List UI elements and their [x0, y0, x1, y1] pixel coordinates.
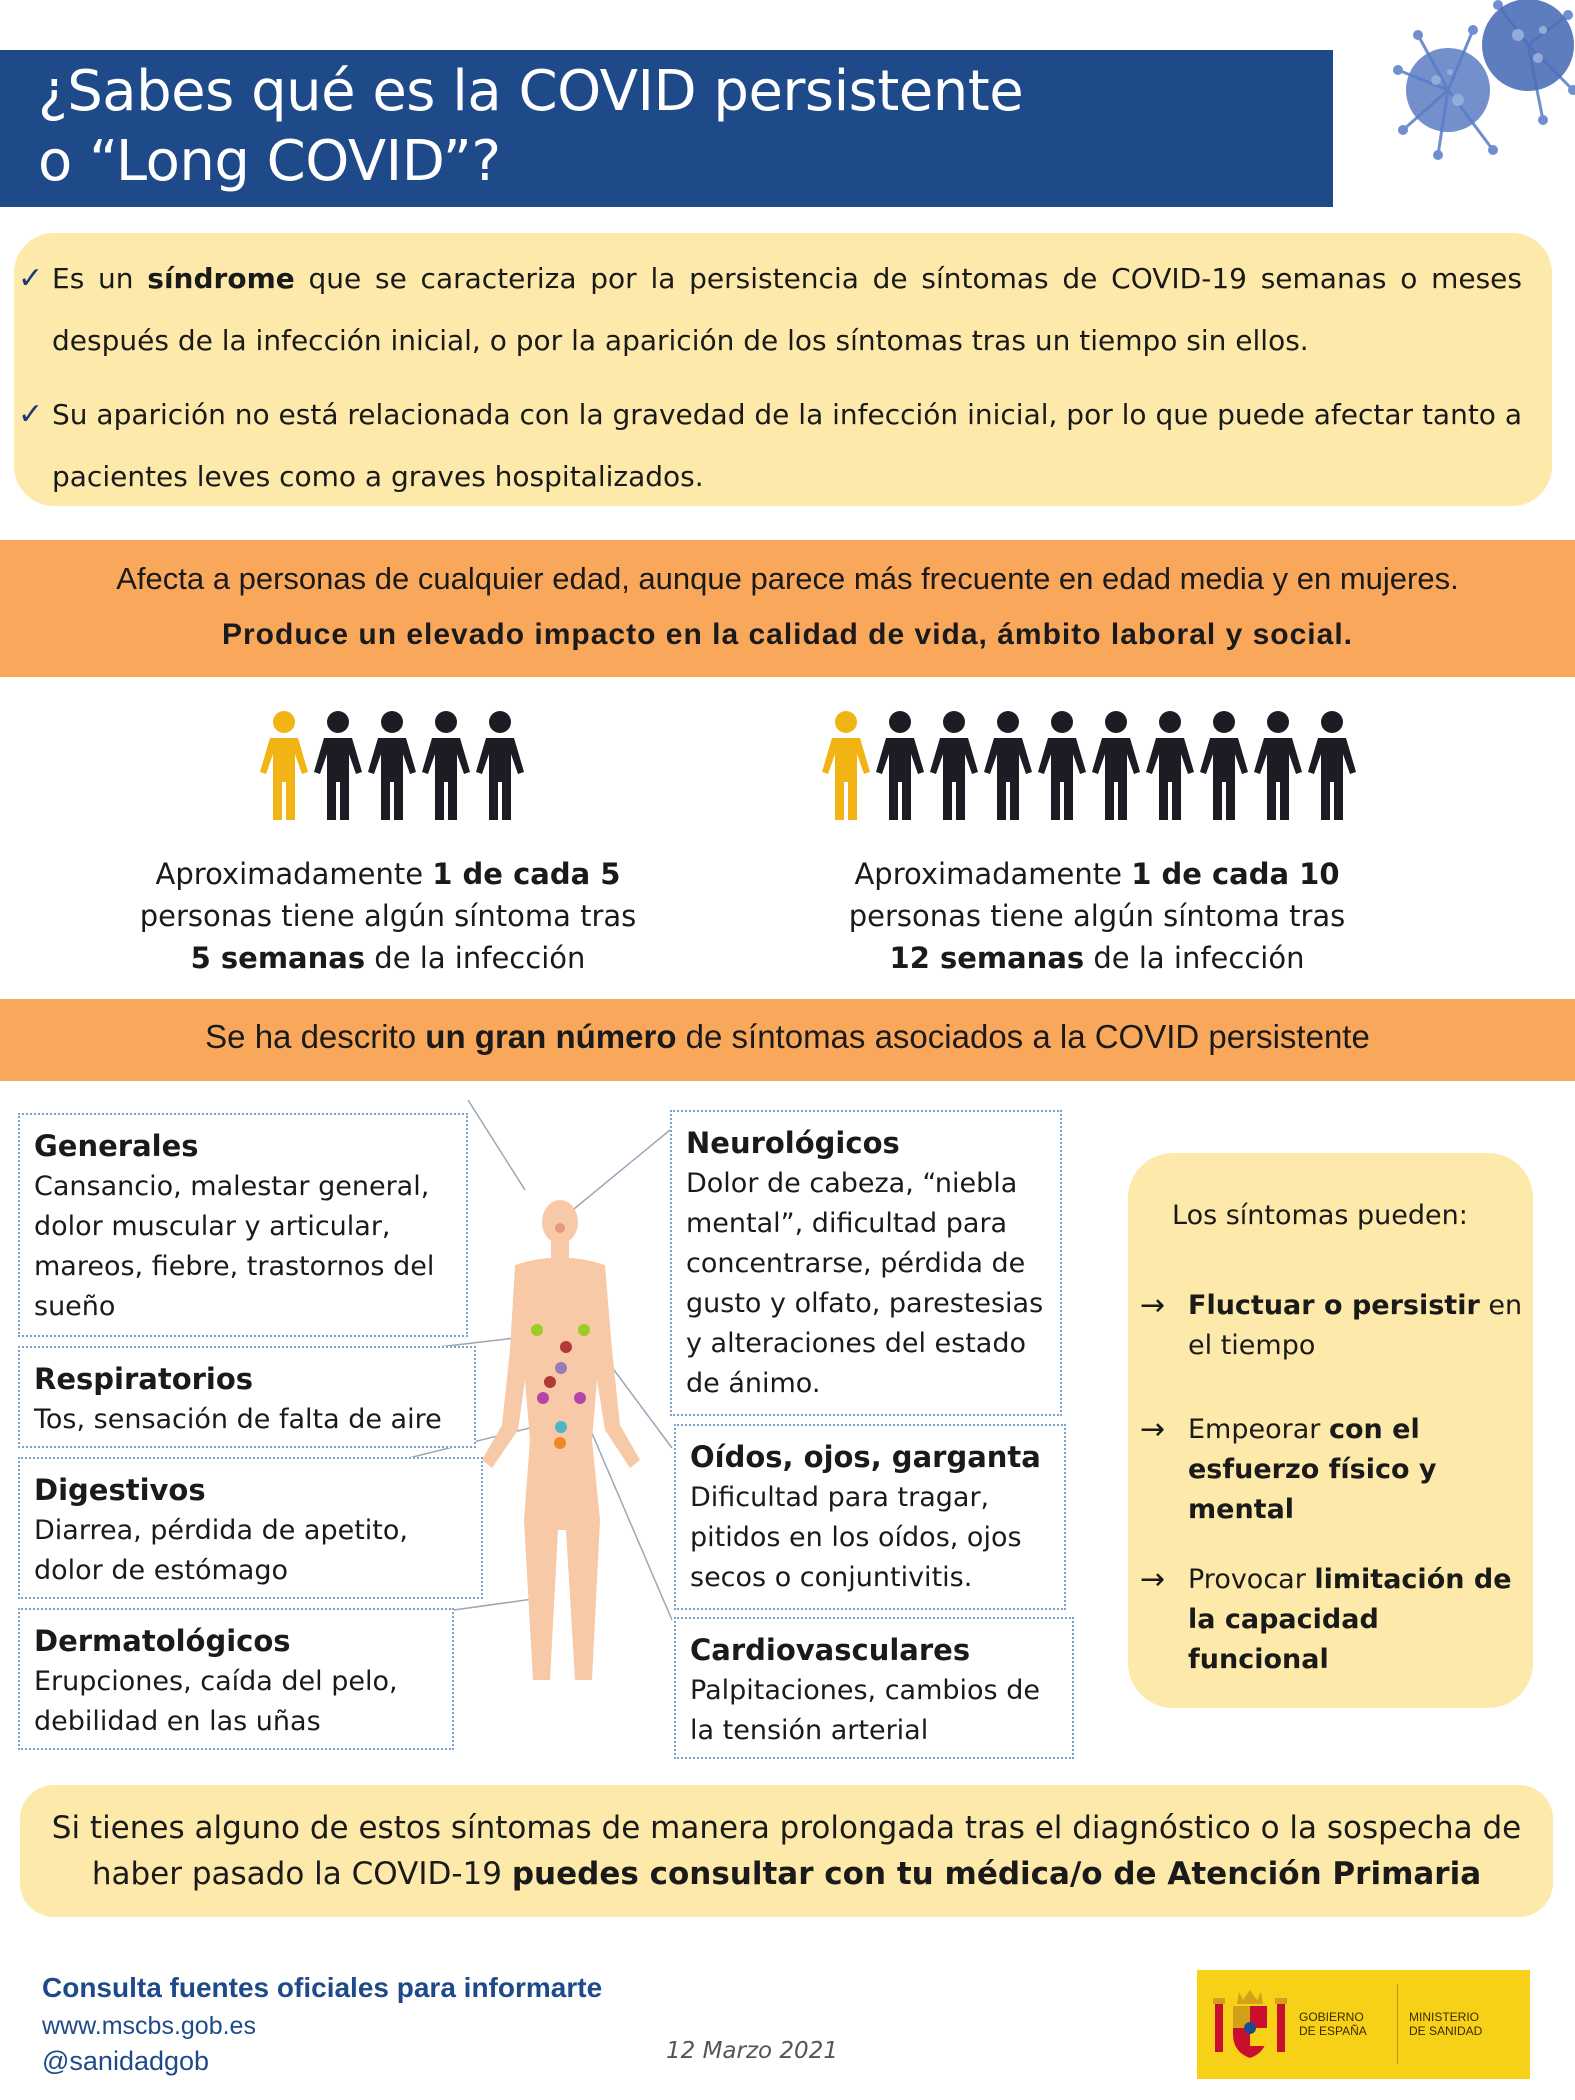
evo-text: en: [1479, 1290, 1523, 1321]
footer-url-link[interactable]: www.mscbs.gob.es: [42, 2012, 256, 2040]
page-title-line2: o “Long COVID”?: [38, 129, 501, 194]
symptom-title: Dermatológicos: [34, 1624, 291, 1658]
symptom-text: y alteraciones del estado: [686, 1328, 1026, 1359]
person-icon: [422, 711, 470, 820]
stat-text: de la infección: [1084, 941, 1305, 975]
consult-panel: [20, 1785, 1553, 1917]
consult-bold: puedes consultar con tu médica/o de Atención Primaria: [511, 1856, 1482, 1892]
stat-five-weeks: [108, 853, 668, 979]
connector-generales: [468, 1100, 525, 1190]
logo-divider: [1397, 1984, 1398, 2064]
symptom-text: de ánimo.: [686, 1368, 821, 1399]
evo-bold: limitación de: [1314, 1564, 1512, 1595]
impact-band: [0, 540, 1575, 677]
connector-neurologicos: [563, 1130, 670, 1218]
symptom-text: pitidos en los oídos, ojos: [690, 1522, 1022, 1553]
symptom-text: concentrarse, pérdida de: [686, 1248, 1026, 1279]
people-group-1-of-5: [258, 710, 538, 822]
symptom-box-neurologicos: [670, 1110, 1062, 1416]
person-icon: [1308, 711, 1356, 820]
page-title-line1: ¿Sabes qué es la COVID persistente: [38, 59, 1024, 124]
intro-bold: síndrome: [147, 262, 295, 295]
stat-text: de la infección: [365, 941, 586, 975]
symptom-box-cardiovasculares: [674, 1617, 1074, 1759]
band-text: de síntomas asociados a la COVID persistente: [676, 1018, 1370, 1055]
logo-ministerio: [1409, 2010, 1482, 2038]
people-group-1-of-10: [820, 710, 1370, 822]
symptom-text: dolor muscular y articular,: [34, 1211, 391, 1242]
symptom-text: Palpitaciones, cambios de: [690, 1675, 1040, 1706]
stat-bold: 5 semanas: [190, 941, 366, 975]
symptom-text: Erupciones, caída del pelo,: [34, 1666, 398, 1697]
symptom-text: debilidad en las uñas: [34, 1706, 321, 1737]
footer-heading: Consulta fuentes oficiales para informarte: [42, 1972, 603, 2003]
symptoms-band-text: [0, 1018, 1575, 1056]
person-icon: [1146, 711, 1194, 820]
title-banner: [0, 50, 1333, 207]
evo-bold: la capacidad funcional: [1188, 1604, 1379, 1675]
evolution-title: Los síntomas pueden:: [1172, 1200, 1468, 1231]
check-icon: ✓: [18, 397, 44, 432]
symptoms-band: [0, 999, 1575, 1081]
symptom-text: sueño: [34, 1291, 116, 1322]
symptom-title: Generales: [34, 1129, 199, 1163]
coat-of-arms-icon: [1211, 1988, 1289, 2064]
symptom-text: Diarrea, pérdida de apetito,: [34, 1515, 408, 1546]
evolution-item-worsen: [1140, 1410, 1528, 1530]
symptom-text: Tos, sensación de falta de aire: [34, 1404, 442, 1435]
evo-text: Provocar: [1188, 1564, 1315, 1595]
symptom-title: Neurológicos: [686, 1126, 900, 1160]
evolution-item-fluctuate: [1140, 1286, 1528, 1366]
symptom-title: Oídos, ojos, garganta: [690, 1440, 1041, 1474]
evo-bold: Fluctuar o persistir: [1188, 1290, 1480, 1321]
stat-text: Aproximadamente: [854, 857, 1132, 891]
symptom-text: dolor de estómago: [34, 1555, 288, 1586]
consult-text: haber pasado la COVID-19: [91, 1856, 512, 1892]
intro-item-syndrome: [18, 248, 1522, 372]
logo-text: MINISTERIO: [1409, 2010, 1480, 2024]
check-icon: ✓: [18, 261, 44, 296]
symptom-box-respiratorios: [18, 1346, 476, 1448]
symptom-text: mareos, fiebre, trastornos del: [34, 1251, 435, 1282]
symptom-box-generales: [18, 1113, 468, 1337]
person-icon: [1254, 711, 1302, 820]
person-icon: [1092, 711, 1140, 820]
impact-line2: Produce un elevado impacto en la calidad de vida, ámbito laboral y social.: [222, 618, 1353, 651]
stat-bold: 1 de cada 10: [1131, 857, 1340, 891]
symptom-text: gusto y olfato, parestesias: [686, 1288, 1044, 1319]
intro-text: Es un: [52, 262, 148, 295]
evo-bold: con el: [1328, 1414, 1420, 1445]
person-icon: [1200, 711, 1248, 820]
symptom-text: secos o conjuntivitis.: [690, 1562, 973, 1593]
person-icon: [876, 711, 924, 820]
symptom-text: Cansancio, malestar general,: [34, 1171, 430, 1202]
symptom-title: Respiratorios: [34, 1362, 254, 1396]
person-icon: [260, 711, 308, 820]
symptom-title: Digestivos: [34, 1473, 206, 1507]
person-icon: [368, 711, 416, 820]
symptom-text: Dificultad para tragar,: [690, 1482, 990, 1513]
virus-illustration: [1378, 0, 1575, 175]
symptom-text: mental”, dificultad para: [686, 1208, 1008, 1239]
stat-bold: 1 de cada 5: [432, 857, 621, 891]
evo-bold: esfuerzo físico y mental: [1188, 1454, 1437, 1525]
intro-text: que se caracteriza por la persistencia de síntomas de COVID-19 semanas o meses después de la infección inicial, o por la aparición de los síntomas tras un tiempo sin ellos.: [52, 262, 1522, 357]
evolution-item-limit: [1140, 1560, 1528, 1680]
consult-text: Si tienes alguno de estos síntomas de manera prolongada tras el diagnóstico o la sospecha de: [51, 1810, 1522, 1846]
person-icon: [1038, 711, 1086, 820]
arrow-right-icon: →: [1140, 1288, 1166, 1323]
band-text: Se ha descrito: [205, 1018, 426, 1055]
person-icon: [476, 711, 524, 820]
symptom-title: Cardiovasculares: [690, 1633, 971, 1667]
person-icon: [984, 711, 1032, 820]
intro-text: Su aparición no está relacionada con la gravedad de la infección inicial, por lo que puede afectar tanto a pacientes leves como a graves hospitalizados.: [52, 398, 1522, 493]
government-logo: [1197, 1970, 1530, 2079]
intro-item-severity: [18, 384, 1522, 508]
logo-text: GOBIERNO: [1299, 2010, 1364, 2024]
stat-bold: 12 semanas: [889, 941, 1085, 975]
person-icon: [930, 711, 978, 820]
stat-text: Aproximadamente: [155, 857, 433, 891]
stat-twelve-weeks: [817, 853, 1377, 979]
symptom-box-digestivos: [18, 1457, 483, 1599]
logo-text: DE SANIDAD: [1409, 2024, 1483, 2038]
person-icon: [314, 711, 362, 820]
impact-line1: Afecta a personas de cualquier edad, aunque parece más frecuente en edad media y en mujeres.: [116, 561, 1459, 596]
footer-date: 12 Marzo 2021: [666, 2038, 838, 2064]
stat-text: personas tiene algún síntoma tras: [848, 899, 1346, 933]
evo-text: el tiempo: [1188, 1330, 1316, 1361]
logo-text: DE ESPAÑA: [1299, 2024, 1367, 2038]
stat-text: personas tiene algún síntoma tras: [139, 899, 637, 933]
person-icon: [822, 711, 870, 820]
band-bold: un gran número: [425, 1018, 677, 1055]
symptom-text: la tensión arterial: [690, 1715, 929, 1746]
footer-handle-link[interactable]: @sanidadgob: [42, 2046, 210, 2076]
symptom-text: Dolor de cabeza, “niebla: [686, 1168, 1018, 1199]
arrow-right-icon: →: [1140, 1562, 1166, 1597]
logo-gobierno: [1299, 2010, 1367, 2038]
evo-text: Empeorar: [1188, 1414, 1329, 1445]
arrow-right-icon: →: [1140, 1412, 1166, 1447]
symptom-box-dermatologicos: [18, 1608, 454, 1750]
symptom-box-oidos-ojos-garganta: [674, 1424, 1066, 1610]
